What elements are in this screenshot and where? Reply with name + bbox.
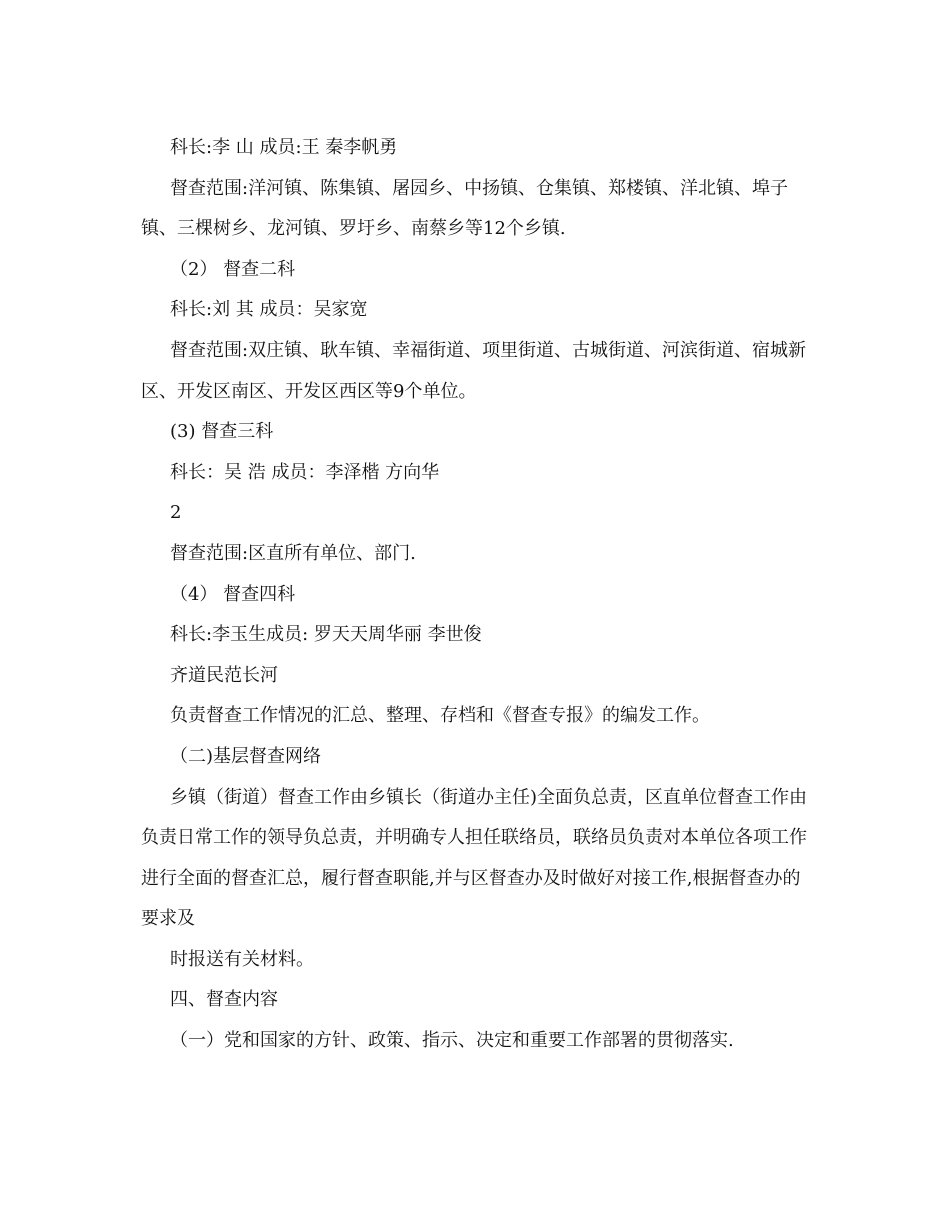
paragraph-heading-section-3: (3) 督查三科 [170,421,274,443]
paragraph-heading-inspection-content: 四、督查内容 [170,989,278,1011]
paragraph-network-description: 乡镇（街道）督查工作由乡镇长（街道办主任)全面负总责，区直单位督查工作由负责日常工作的领导负总责，并明确专人担任联络员，联络员负责对本单位各项工作进行全面的督查汇总，履行督查职能,并与区督查办及时做好对接工作,根据督查办的要求及 [141,786,808,930]
paragraph-section-chief-2: 科长:刘 其 成员：吴家宽 [170,299,368,321]
paragraph-section-chief-1: 科长:李 山 成员:王 秦李帆勇 [170,137,398,158]
paragraph-section-chief-4: 科长:李玉生成员: 罗天天周华丽 李世俊 [170,624,482,646]
paragraph-scope-1: 督查范围:洋河镇、陈集镇、屠园乡、中扬镇、仓集镇、郑楼镇、洋北镇、埠子镇、三棵树乡、龙河镇、罗圩乡、南蔡乡等12个乡镇. [141,177,789,240]
paragraph-scope-3: 督查范围:区直所有单位、部门. [170,542,416,564]
document-body [141,128,811,1062]
paragraph-scope-2: 督查范围:双庄镇、耿车镇、幸福街道、项里街道、古城街道、河滨街道、宿城新区、开发区南区、开发区西区等9个单位。 [141,339,807,402]
paragraph-section-chief-3: 科长：吴 浩 成员：李泽楷 方向华 [170,461,440,483]
paragraph-heading-grassroots-network: （二)基层督查网络 [170,745,322,767]
paragraph-heading-section-2: （2） 督查二科 [170,258,296,280]
paragraph-heading-section-4: （4） 督查四科 [170,583,296,605]
paragraph-network-description-continued: 时报送有关材料。 [170,948,314,970]
paragraph-duties: 负责督查工作情况的汇总、整理、存档和《督查专报》的编发工作。 [170,705,710,727]
paragraph-members-continued: 齐道民范长河 [170,664,278,686]
page-number: 2 [170,502,182,524]
paragraph-content-item-1: （一）党和国家的方针、政策、指示、决定和重要工作部署的贯彻落实. [170,1030,734,1052]
